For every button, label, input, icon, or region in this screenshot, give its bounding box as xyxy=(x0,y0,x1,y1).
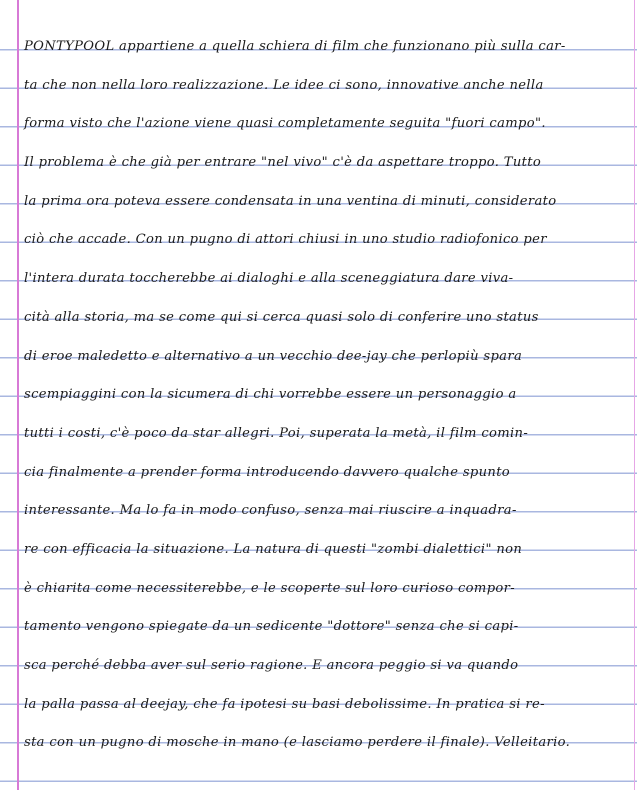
text-line: di eroe maledetto e alternativo a un vecchio dee-jay che perlopiù spara xyxy=(24,348,523,364)
text-line: la palla passa al deejay, che fa ipotesi su basi debolissime. In pratica si re- xyxy=(24,696,545,712)
text-line: la prima ora poteva essere condensata in una ventina di minuti, considerato xyxy=(24,193,557,209)
text-line: interessante. Ma lo fa in modo confuso, senza mai riuscire a inquadra- xyxy=(24,503,517,519)
right-margin-line xyxy=(634,0,636,790)
text-line: PONTYPOOL appartiene a quella schiera di film che funzionano più sulla car- xyxy=(24,39,566,54)
handwritten-review xyxy=(24,32,632,767)
text-line: re con efficacia la situazione. La natura di questi "zombi dialettici" non xyxy=(24,541,523,557)
text-line: cia finalmente a prender forma introducendo davvero qualche spunto xyxy=(24,464,511,480)
text-line: forma visto che l'azione viene quasi completamente seguita "fuori campo". xyxy=(24,116,546,132)
text-line: ta che non nella loro realizzazione. Le idee ci sono, innovative anche nella xyxy=(24,77,544,93)
text-line: tamento vengono spiegate da un sedicente "dottore" senza che si capi- xyxy=(24,619,519,635)
text-line: sca perché debba aver sul serio ragione. E ancora peggio si va quando xyxy=(24,658,519,673)
text-line: scempiaggini con la sicumera di chi vorrebbe essere un personaggio a xyxy=(24,387,517,403)
text-line: sta con un pugno di mosche in mano (e lasciamo perdere il finale). Velleitario. xyxy=(24,735,571,751)
left-margin-line xyxy=(17,0,19,790)
text-line: Il problema è che già per entrare "nel vivo" c'è da aspettare troppo. Tutto xyxy=(24,155,542,171)
text-line: cità alla storia, ma se come qui si cerca quasi solo di conferire uno status xyxy=(24,309,539,325)
text-line: è chiarita come necessiterebbe, e le scoperte sul loro curioso compor- xyxy=(24,580,516,596)
text-line: ciò che accade. Con un pugno di attori chiusi in uno studio radiofonico per xyxy=(24,232,547,248)
text-line: l'intera durata toccherebbe ai dialoghi e alla sceneggiatura dare viva- xyxy=(24,271,514,287)
text-line: tutti i costi, c'è poco da star allegri. Poi, superata la metà, il film comin- xyxy=(24,425,529,441)
